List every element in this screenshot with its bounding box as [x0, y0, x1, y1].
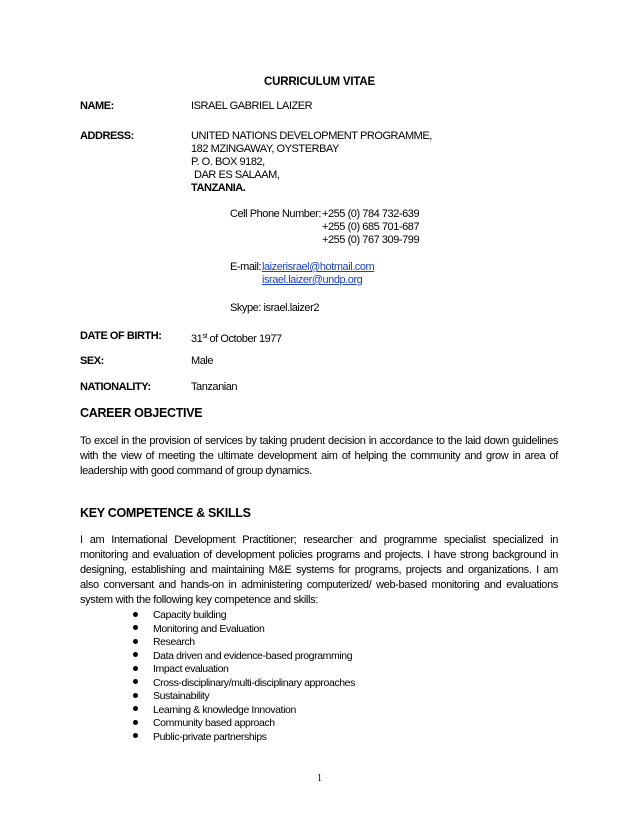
bullet-icon [133, 625, 138, 630]
address-label: ADDRESS: [80, 130, 134, 142]
career-objective-heading: CAREER OBJECTIVE [80, 406, 203, 420]
name-label: NAME: [80, 100, 114, 112]
address-line: DAR ES SALAAM, [194, 169, 280, 181]
dob-label: DATE OF BIRTH: [80, 330, 162, 342]
skill-label: Capacity building [153, 609, 227, 621]
dob-rest: of October 1977 [206, 333, 282, 345]
paragraph-line: I am International Development Practitioner; researcher and programme specialist specialized in [80, 534, 558, 546]
skype-id: Skype: israel.laizer2 [230, 302, 319, 314]
skill-label: Cross-disciplinary/multi-disciplinary approaches [153, 676, 355, 689]
skill-label: Public-private partnerships [153, 730, 267, 743]
address-line: 182 MZINGAWAY, OYSTERBAY [191, 143, 339, 155]
phone-label: Cell Phone Number: [230, 208, 321, 220]
paragraph-line: designing, establishing and maintaining M&E systems for programs, projects and organizations. I am [80, 564, 558, 576]
phone-number: +255 (0) 685 701-687 [322, 221, 420, 233]
bullet-icon [133, 666, 138, 671]
list-item [133, 677, 355, 691]
list-item [133, 704, 355, 718]
bullet-icon [133, 720, 138, 725]
list-item [133, 609, 355, 623]
bullet-icon [133, 639, 138, 644]
dob-suffix: st [202, 333, 207, 340]
dob-day: 31 [191, 333, 203, 345]
skill-label: Data driven and evidence-based programming [153, 649, 353, 662]
bullet-icon [133, 612, 138, 617]
phone-number: +255 (0) 784 732-639 [322, 208, 420, 220]
page-number: 1 [317, 773, 322, 784]
paragraph-line: system with the following key competence and skills: [80, 594, 318, 606]
skill-label: Monitoring and Evaluation [153, 622, 265, 635]
list-item [133, 650, 355, 664]
paragraph-line: also conversant and hands-on in administering computerized/ web-based monitoring and evaluations [80, 579, 558, 591]
address-country: TANZANIA. [191, 182, 246, 194]
skill-label: Community based approach [153, 717, 275, 729]
bullet-icon [133, 733, 138, 738]
address-line: P. O. BOX 9182, [191, 156, 265, 168]
list-item [133, 663, 355, 677]
sex-label: SEX: [80, 355, 104, 367]
list-item [133, 623, 355, 637]
list-item [133, 690, 355, 704]
name-value: ISRAEL GABRIEL LAIZER [191, 100, 313, 112]
bullet-icon [133, 679, 138, 684]
skill-label: Research [153, 636, 195, 648]
email-link[interactable]: laizerisrael@hotmail.com [262, 261, 375, 273]
list-item [133, 731, 355, 745]
list-item [133, 717, 355, 731]
bullet-icon [133, 693, 138, 698]
paragraph-line: monitoring and evaluation of development policies programs and projects. I have strong background in [80, 549, 558, 561]
nationality-label: NATIONALITY: [80, 381, 151, 393]
skills-list [133, 609, 355, 744]
phone-number: +255 (0) 767 309-799 [322, 234, 420, 246]
skill-label: Sustainability [153, 690, 210, 702]
bullet-icon [133, 652, 138, 657]
document-title: CURRICULUM VITAE [264, 76, 375, 88]
skill-label: Impact evaluation [153, 663, 229, 675]
sex-value: Male [191, 355, 214, 367]
list-item [133, 636, 355, 650]
paragraph-line: leadership with good command of group dynamics. [80, 465, 312, 477]
paragraph-line: with the view of meeting the ultimate development aim of helping the community and grow in area of [80, 450, 558, 462]
email-link[interactable]: israel.laizer@undp.org [262, 274, 363, 286]
skill-label: Learning & knowledge Innovation [153, 703, 296, 716]
email-label: E-mail: [230, 261, 262, 273]
paragraph-line: To excel in the provision of services by taking prudent decision in accordance to the laid down guidelines [80, 435, 558, 447]
career-objective-paragraph [80, 434, 558, 479]
address-line: UNITED NATIONS DEVELOPMENT PROGRAMME, [191, 130, 432, 142]
bullet-icon [133, 706, 138, 711]
dob-value [191, 330, 282, 346]
key-competence-paragraph [80, 533, 558, 608]
key-competence-heading: KEY COMPETENCE & SKILLS [80, 506, 251, 520]
nationality-value: Tanzanian [191, 381, 238, 393]
